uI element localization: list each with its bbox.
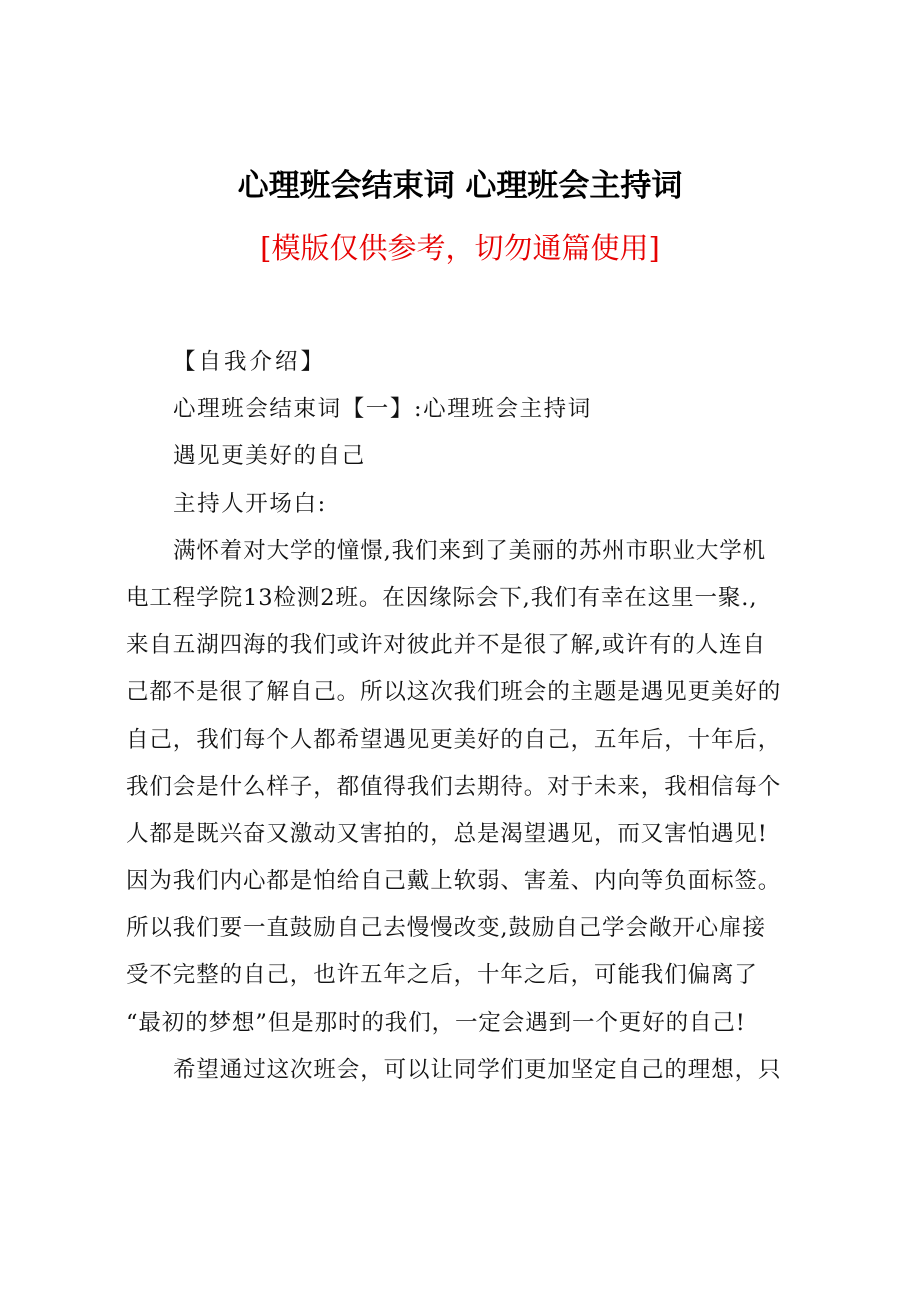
text-line: 电工程学院13检测2班。在因缘际会下,我们有幸在这里一聚.,: [126, 584, 758, 611]
text-line: 心理班会结束词【一】:心理班会主持词: [173, 396, 592, 423]
document-body: [126, 345, 826, 1100]
text-line: 人都是既兴奋又激动又害拍的，总是渴望遇见，而又害怕遇见!: [126, 820, 768, 847]
paragraph-start: 希望通过这次班会，可以让同学们更加坚定自己的理想，只: [173, 1056, 782, 1083]
text-line: 来自五湖四海的我们或许对彼此并不是很了解,或许有的人连自: [126, 632, 766, 659]
document-title: 心理班会结束词 心理班会主持词: [237, 168, 683, 204]
text-line: 我们会是什么样子，都值得我们去期待。对于未来，我相信每个: [126, 773, 782, 800]
section-heading: 【自我介绍】: [173, 349, 327, 375]
text-line: 己都不是很了解自己。所以这次我们班会的主题是遇见更美好的: [126, 679, 782, 706]
text-line: 因为我们内心都是怕给自己戴上软弱、害羞、内向等负面标签。: [126, 868, 782, 895]
text-line: “最初的梦想”但是那时的我们，一定会遇到一个更好的自己!: [126, 1009, 746, 1036]
text-line: 自己，我们每个人都希望遇见更美好的自己，五年后，十年后，: [126, 726, 782, 753]
text-line: 主持人开场白:: [173, 490, 327, 517]
paragraph-start: 满怀着对大学的憧憬,我们来到了美丽的苏州市职业大学机: [173, 537, 767, 564]
text-line: 所以我们要一直鼓励自己去慢慢改变,鼓励自己学会敞开心扉接: [126, 915, 766, 942]
text-line: 受不完整的自己，也许五年之后，十年之后，可能我们偏离了: [126, 962, 758, 989]
text-line: 遇见更美好的自己: [173, 443, 366, 470]
template-disclaimer: [模版仅供参考，切勿通篇使用]: [260, 231, 660, 265]
